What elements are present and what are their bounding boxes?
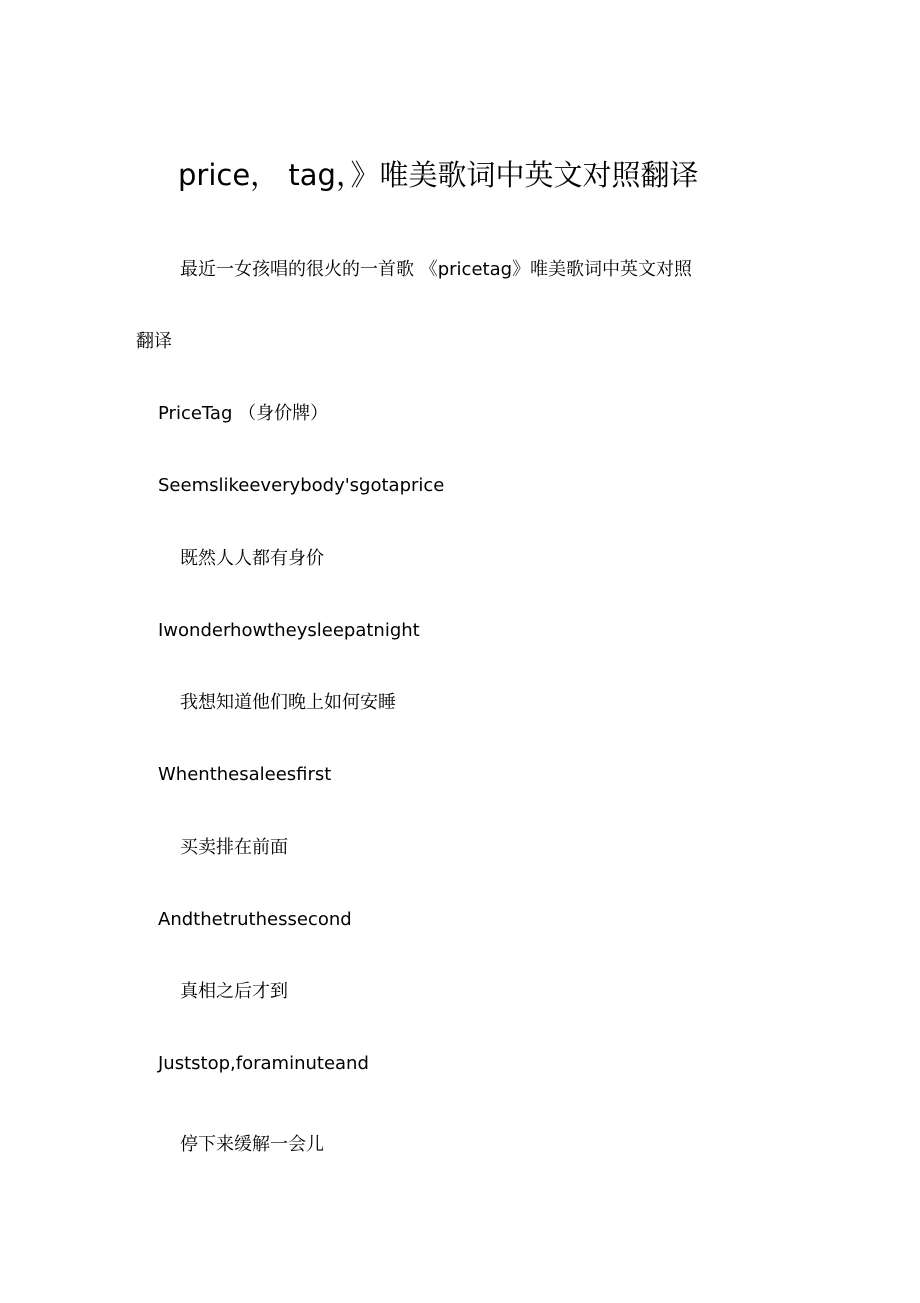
lyric-line-english: Juststop,foraminuteand [158, 1053, 369, 1074]
lyric-line-title: PriceTag （身价牌） [158, 403, 329, 424]
lyric-line-english: Iwonderhowtheysleepatnight [158, 620, 420, 641]
intro-line-2: 翻译 [136, 331, 172, 352]
document-title: price， tag，》唯美歌词中英文对照翻译 [178, 158, 699, 192]
lyric-line-english: Whenthesaleesfirst [158, 764, 332, 785]
lyric-line-english: Andthetruthessecond [158, 909, 352, 930]
lyric-line-chinese: 买卖排在前面 [180, 837, 288, 858]
lyric-line-english: Seemslikeeverybody'sgotaprice [158, 475, 445, 496]
lyric-line-chinese: 既然人人都有身价 [180, 548, 324, 569]
lyric-line-chinese: 真相之后才到 [180, 981, 288, 1002]
lyric-line-chinese: 我想知道他们晚上如何安睡 [180, 692, 396, 713]
intro-line-1: 最近一女孩唱的很火的一首歌 《pricetag》唯美歌词中英文对照 [180, 259, 693, 280]
lyric-line-chinese: 停下来缓解一会儿 [180, 1134, 324, 1155]
